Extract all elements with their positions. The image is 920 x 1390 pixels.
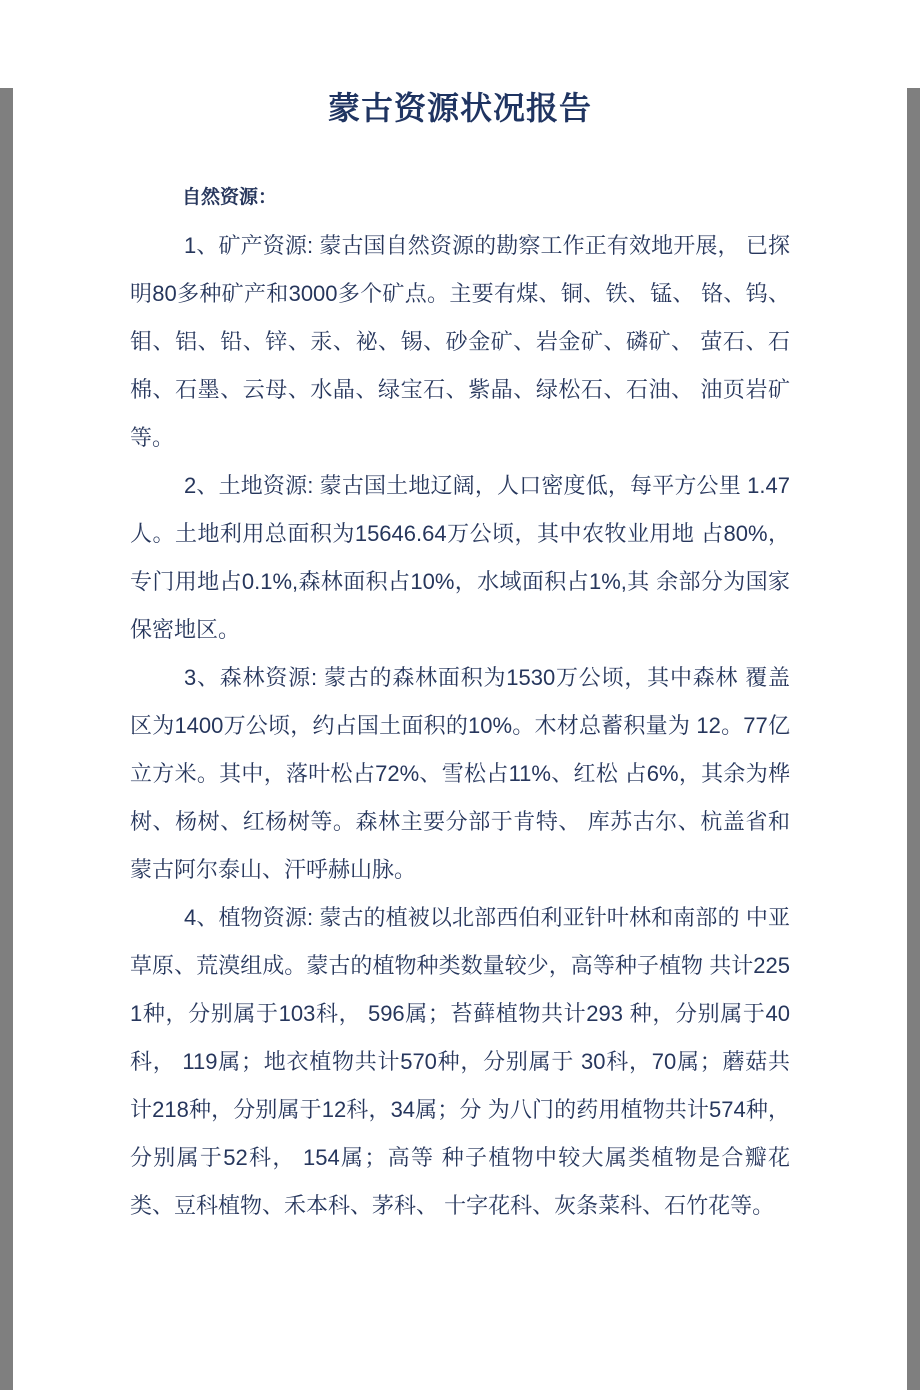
document-page [0,88,920,1230]
left-margin-strip [0,88,13,1390]
document-body [0,128,920,1230]
paragraph: 2、土地资源: 蒙古国土地辽阔，人口密度低，每平方公里 1.47人。土地利用总面积为15646.64万公顷，其中农牧业用地 占80%，专门用地占0.1%,森林面积占10%，水域面积占1%,其 余部分为国家保密地区。 [130,473,790,642]
paragraph: 1、矿产资源: 蒙古国自然资源的勘察工作正有效地开展， 已探明80多种矿产和3000多个矿点。主要有煤、铜、铁、锰、 铬、钨、钼、铝、铅、锌、汞、袐、锡、砂金矿、岩金矿、磷矿、 萤石、石棉、石墨、云母、水晶、绿宝石、紫晶、绿松石、石油、 油页岩矿等。 [130,233,790,450]
paragraph: 3、森林资源: 蒙古的森林面积为1530万公顷，其中森林 覆盖区为1400万公顷，约占国土面积的10%。木材总蓄积量为 12。77亿立方米。其中，落叶松占72%、雪松占11%、红松 占6%，其余为桦树、杨树、红杨树等。森林主要分部于肯特、 库苏古尔、杭盖省和蒙古阿尔泰山、汗呼赫山脉。 [130,665,790,882]
right-margin-strip [907,88,920,1390]
section-heading: 自然资源： [182,187,278,208]
document-title: 蒙古资源状况报告 [327,90,592,126]
paragraph: 4、植物资源: 蒙古的植被以北部西伯利亚针叶林和南部的 中亚草原、荒漠组成。蒙古的植物种类数量较少，高等种子植物 共计2251种，分别属于103科， 596属；苔藓植物共计293 种，分别属于40科， 119属；地衣植物共计570种，分别属于 30科，70属；蘑菇共计218种，分别属于12科，34属；分 为八门的药用植物共计574种，分别属于52科， 154属；高等 种子植物中较大属类植物是合瓣花类、豆科植物、禾本科、茅科、 十字花科、灰条菜科、石竹花等。 [130,905,790,1218]
paragraph-container [130,222,790,1230]
